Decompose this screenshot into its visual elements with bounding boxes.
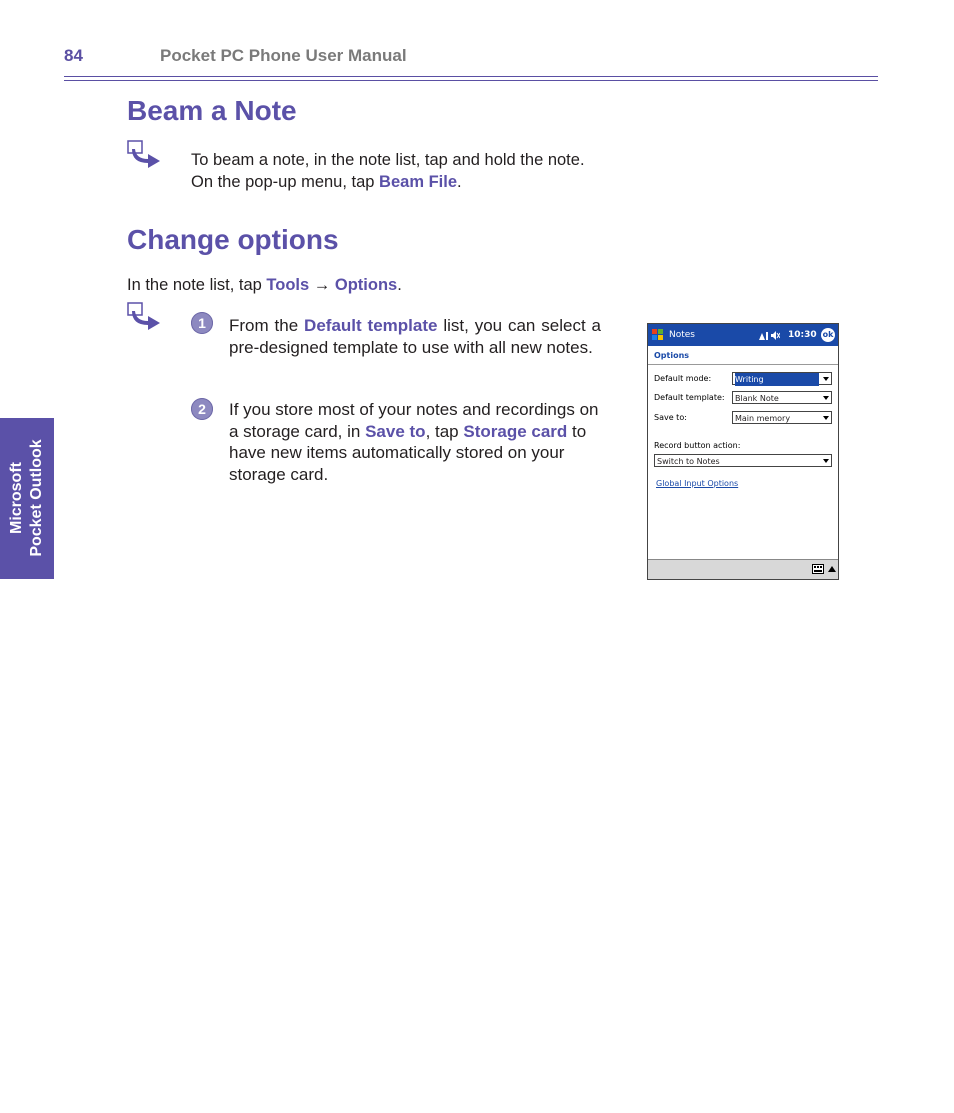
step-2-prefix: If you store most of your notes and recordings on a storage card, in <box>229 400 599 441</box>
device-options-tab[interactable]: Options <box>654 351 690 360</box>
note-arrow-icon <box>126 139 162 169</box>
device-bottom-bar <box>648 559 838 580</box>
default-template-dropdown[interactable] <box>732 391 832 404</box>
record-button-label: Record button action: <box>654 441 741 450</box>
default-mode-dropdown[interactable] <box>732 372 832 385</box>
signal-speaker-icon[interactable] <box>758 330 780 341</box>
ok-button[interactable]: ok <box>821 328 835 342</box>
global-input-options-link[interactable]: Global Input Options <box>656 479 739 488</box>
save-to-link: Save to <box>365 421 426 441</box>
step-2-text <box>229 399 601 485</box>
options-link: Options <box>334 276 398 294</box>
side-line2: Pocket Outlook <box>28 439 45 557</box>
beam-line2 <box>191 172 585 194</box>
step-1-badge: 1 <box>191 312 213 334</box>
tools-link: Tools <box>266 276 310 294</box>
change-section-title: Change options <box>127 224 339 255</box>
device-clock: 10:30 <box>788 330 817 340</box>
chapter-side-label <box>7 439 47 556</box>
default-mode-label: Default mode: <box>654 374 712 383</box>
step-2-badge: 2 <box>191 398 213 420</box>
step-1-suffix: list, you can select a pre-designed template to use with all new notes. <box>229 316 601 357</box>
beam-line2-prefix: On the pop-up menu, tap <box>191 172 380 191</box>
step-2-mid: , tap <box>425 421 464 441</box>
change-intro-suffix: . <box>397 276 402 294</box>
device-separator <box>648 364 838 365</box>
default-template-link: Default template <box>304 316 438 335</box>
beam-file-link: Beam File <box>379 172 457 191</box>
header-rule-top <box>64 76 878 77</box>
storage-card-link: Storage card <box>463 421 568 441</box>
save-to-label: Save to: <box>654 413 687 422</box>
chevron-down-icon <box>823 377 829 381</box>
default-template-label: Default template: <box>654 393 725 402</box>
beam-line1: To beam a note, in the note list, tap and hold the note. <box>191 151 585 169</box>
beam-section-title: Beam a Note <box>127 95 297 126</box>
device-screenshot <box>647 323 839 580</box>
beam-line2-suffix: . <box>457 172 462 191</box>
step-1-prefix: From the <box>229 316 305 335</box>
default-mode-value: Writing <box>735 373 819 386</box>
chevron-down-icon <box>823 396 829 400</box>
change-intro <box>127 275 402 297</box>
chevron-up-icon[interactable] <box>828 566 836 572</box>
chevron-down-icon <box>823 459 829 463</box>
start-menu-icon[interactable] <box>651 328 665 342</box>
beam-paragraph <box>191 150 585 193</box>
header-rule-bottom <box>64 80 878 81</box>
step-2-suffix: to have new items automatically stored on your storage card. <box>229 421 587 484</box>
save-to-value: Main memory <box>735 414 791 423</box>
default-template-value: Blank Note <box>735 394 779 403</box>
change-intro-prefix: In the note list, tap <box>127 276 267 294</box>
menu-arrow: → <box>313 276 331 294</box>
note-arrow-icon <box>126 301 162 331</box>
device-title-bar <box>648 324 838 346</box>
manual-title: Pocket PC Phone User Manual <box>160 46 407 65</box>
chevron-down-icon <box>823 416 829 420</box>
step-1-text <box>229 315 601 358</box>
save-to-dropdown[interactable] <box>732 411 832 424</box>
device-app-title: Notes <box>669 330 695 340</box>
side-line1: Microsoft <box>8 462 25 535</box>
keyboard-icon[interactable] <box>812 564 824 574</box>
record-button-dropdown[interactable] <box>654 454 832 467</box>
page-number: 84 <box>64 46 83 65</box>
record-button-value: Switch to Notes <box>657 457 720 466</box>
